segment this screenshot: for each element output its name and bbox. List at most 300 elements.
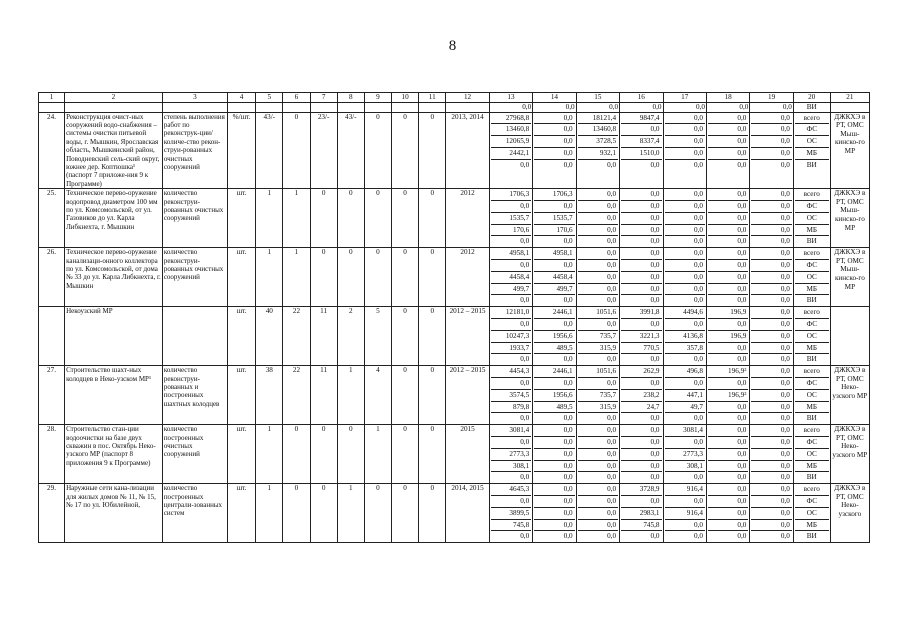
amount-value: 0,0 [650, 160, 660, 169]
row-target-c10: 0 [392, 112, 419, 189]
row-number: 25. [39, 189, 65, 248]
source-label: МБ [795, 520, 829, 532]
amount-value: 0,0 [520, 237, 530, 246]
amount-value: 0,0 [751, 508, 791, 520]
amount-value: 0,0 [621, 496, 661, 508]
amount-value: 2442,1 [491, 148, 531, 160]
amount-column [489, 484, 532, 543]
amount-value: 2773,3 [665, 449, 705, 461]
source-label: всего [795, 366, 829, 378]
amount-column [663, 248, 706, 307]
carry-over-row [39, 103, 870, 113]
amount-column [576, 112, 619, 189]
amount-value: 0,0 [751, 390, 791, 402]
amount-column [706, 248, 749, 307]
amount-value: 0,0 [780, 160, 790, 169]
amount-value: 13460,8 [491, 124, 531, 136]
amount-value: 0,0 [693, 473, 703, 482]
row-target-c5: 38 [256, 366, 283, 425]
row-target-c7: 0 [310, 484, 337, 543]
row-indicator: количество реконструи-рованных и построенных шахтных колодцев [162, 366, 227, 425]
amount-column [620, 366, 663, 425]
amount-value: 2773,3 [491, 449, 531, 461]
amount-value: 1706,3 [491, 189, 531, 201]
source-label: всего [795, 307, 829, 319]
empty-cell [39, 103, 65, 113]
amount-value: 0,0 [534, 378, 574, 390]
row-target-c9: 0 [364, 189, 391, 248]
row-target-c8: 1 [337, 366, 364, 425]
row-description: Техническое перево-оружение водопровод диаметром 100 мм по ул. Комсомольской, от ул. Газовиков до ул. Карла Либкнехта, г. Мышкин [65, 189, 163, 248]
amount-value: 0,0 [650, 473, 660, 482]
amount-value: 0,0 [737, 414, 747, 423]
amount-column [533, 366, 576, 425]
amount-value: 0,0 [578, 189, 618, 201]
amount-value: 0,0 [751, 113, 791, 125]
row-target-c7: 0 [310, 189, 337, 248]
row-target-c10: 0 [392, 307, 419, 366]
amount-value: 0,0 [534, 461, 574, 473]
amount-value: 4958,1 [534, 248, 574, 260]
amount-value: 1535,7 [491, 213, 531, 225]
row-target-c11: 0 [419, 248, 446, 307]
amount-column [489, 307, 532, 366]
amount-value: 0,0 [708, 113, 748, 125]
empty-cell [337, 103, 364, 113]
amount-value: 49,7 [665, 402, 705, 414]
amount-value: 0,0 [665, 272, 705, 284]
amount-value: 0,0 [650, 237, 660, 246]
amount-cell: 0,0 [489, 103, 532, 113]
amount-value: 0,0 [621, 260, 661, 272]
amount-value: 0,0 [708, 148, 748, 160]
amount-column [706, 112, 749, 189]
amount-value: 0,0 [708, 213, 748, 225]
amount-value: 0,0 [520, 355, 530, 364]
row-indicator: количество построенных очистных сооружений [162, 425, 227, 484]
source-column [793, 307, 830, 366]
amount-column [576, 366, 619, 425]
row-target-c9: 0 [364, 248, 391, 307]
amount-value: 0,0 [578, 425, 618, 437]
amount-value: 2983,1 [621, 508, 661, 520]
header-cell: 7 [310, 93, 337, 103]
row-target-c10: 0 [392, 484, 419, 543]
source-label: ОС [795, 272, 829, 284]
amount-value: 0,0 [607, 532, 617, 541]
row-indicator: количество построенных централи-зованных систем [162, 484, 227, 543]
amount-value: 0,0 [578, 201, 618, 213]
amount-column [706, 425, 749, 484]
amount-value: 0,0 [665, 113, 705, 125]
header-cell: 12 [446, 93, 489, 103]
source-label: ВИ [806, 296, 817, 305]
amount-column [663, 112, 706, 189]
amount-value: 0,0 [708, 189, 748, 201]
amount-value: 0,0 [621, 378, 661, 390]
header-cell: 14 [533, 93, 576, 103]
amount-value: 3991,8 [621, 307, 661, 319]
row-target-c11: 0 [419, 425, 446, 484]
row-target-c7: 0 [310, 425, 337, 484]
amount-value: 10247,3 [491, 331, 531, 343]
amount-value: 0,0 [621, 124, 661, 136]
source-label: ВИ [806, 473, 817, 482]
source-column [793, 112, 830, 189]
amount-value: 0,0 [737, 355, 747, 364]
amount-value: 0,0 [621, 437, 661, 449]
amount-column [663, 484, 706, 543]
amount-value: 4494,6 [665, 307, 705, 319]
amount-value: 0,0 [693, 296, 703, 305]
amount-column [663, 425, 706, 484]
amount-column [489, 189, 532, 248]
amount-value: 0,0 [578, 248, 618, 260]
row-unit: шт. [227, 189, 255, 248]
amount-value: 1706,3 [534, 189, 574, 201]
amount-value: 0,0 [751, 402, 791, 414]
amount-value: 0,0 [607, 473, 617, 482]
empty-cell [65, 103, 163, 113]
amount-value: 0,0 [665, 260, 705, 272]
amount-cell: 0,0 [533, 103, 576, 113]
amount-column [620, 307, 663, 366]
header-cell: 2 [65, 93, 163, 103]
amount-value: 0,0 [737, 473, 747, 482]
source-label: МБ [795, 461, 829, 473]
amount-value: 0,0 [708, 319, 748, 331]
amount-value: 13460,8 [578, 124, 618, 136]
amount-value: 0,0 [607, 237, 617, 246]
amount-value: 4136,8 [665, 331, 705, 343]
row-target-c10: 0 [392, 248, 419, 307]
amount-value: 0,0 [578, 319, 618, 331]
amount-value: 0,0 [751, 272, 791, 284]
row-target-c8: 2 [337, 307, 364, 366]
amount-value: 0,0 [665, 520, 705, 532]
page-number: 8 [448, 38, 457, 54]
amount-value: 0,0 [751, 378, 791, 390]
amount-value: 315,9 [578, 343, 618, 355]
amount-value: 1933,7 [491, 343, 531, 355]
amount-value: 0,0 [751, 461, 791, 473]
amount-column [533, 189, 576, 248]
amount-value: 3081,4 [665, 425, 705, 437]
amount-column [750, 248, 793, 307]
amount-value: 0,0 [578, 461, 618, 473]
amount-value: 735,7 [578, 390, 618, 402]
amount-column [620, 425, 663, 484]
amount-value: 770,5 [621, 343, 661, 355]
header-cell: 15 [576, 93, 619, 103]
amount-value: 0,0 [621, 461, 661, 473]
amount-value: 0,0 [708, 402, 748, 414]
amount-value: 9847,4 [621, 113, 661, 125]
amount-value: 0,0 [708, 343, 748, 355]
amount-value: 0,0 [534, 449, 574, 461]
header-cell: 11 [419, 93, 446, 103]
row-target-c9: 1 [364, 425, 391, 484]
empty-cell [446, 103, 489, 113]
row-unit: %/шт. [227, 112, 255, 189]
amount-value: 0,0 [520, 414, 530, 423]
header-cell: 6 [283, 93, 310, 103]
amount-value: 0,0 [751, 248, 791, 260]
amount-value: 932,1 [578, 148, 618, 160]
amount-value: 3899,5 [491, 508, 531, 520]
amount-value: 0,0 [607, 160, 617, 169]
row-years: 2012 [446, 248, 489, 307]
amount-value: 3221,3 [621, 331, 661, 343]
amount-value: 489,5 [534, 343, 574, 355]
header-cell: 8 [337, 93, 364, 103]
source-label: ФС [795, 496, 829, 508]
amount-value: 0,0 [534, 496, 574, 508]
row-target-c8: 0 [337, 189, 364, 248]
amount-value: 0,0 [534, 437, 574, 449]
amount-value: 0,0 [751, 366, 791, 378]
amount-value: 489,5 [534, 402, 574, 414]
amount-value: 12181,0 [491, 307, 531, 319]
amount-column [706, 307, 749, 366]
amount-value: 0,0 [708, 508, 748, 520]
empty-cell [364, 103, 391, 113]
amount-value: 170,6 [534, 225, 574, 237]
amount-value: 0,0 [491, 319, 531, 331]
amount-value: 0,0 [578, 213, 618, 225]
source-column [793, 425, 830, 484]
amount-value: 0,0 [621, 213, 661, 225]
amount-value: 0,0 [578, 496, 618, 508]
amount-value: 0,0 [578, 378, 618, 390]
amount-value: 0,0 [737, 237, 747, 246]
amount-value: 1510,0 [621, 148, 661, 160]
source-label: ФС [795, 437, 829, 449]
header-cell: 1 [39, 93, 65, 103]
row-years: 2013, 2014 [446, 112, 489, 189]
amount-value: 357,8 [665, 343, 705, 355]
amount-value: 0,0 [621, 425, 661, 437]
table-row [39, 189, 870, 248]
source-label: всего [795, 425, 829, 437]
amount-value: 0,0 [665, 378, 705, 390]
header-cell: 20 [793, 93, 830, 103]
amount-value: 0,0 [621, 449, 661, 461]
amount-value: 262,9 [621, 366, 661, 378]
source-label: всего [795, 248, 829, 260]
amount-value: 0,0 [534, 425, 574, 437]
table-row [39, 307, 870, 366]
row-target-c11: 0 [419, 307, 446, 366]
amount-column [576, 484, 619, 543]
amount-value: 0,0 [665, 319, 705, 331]
amount-value: 3728,5 [578, 136, 618, 148]
amount-cell: 0,0 [576, 103, 619, 113]
source-label: МБ [795, 343, 829, 355]
row-target-c8: 43/- [337, 112, 364, 189]
amount-value: 0,0 [563, 355, 573, 364]
row-target-c7: 11 [310, 366, 337, 425]
amount-value: 0,0 [607, 414, 617, 423]
amount-value: 0,0 [665, 496, 705, 508]
header-cell: 5 [256, 93, 283, 103]
row-target-c6: 1 [283, 189, 310, 248]
amount-value: 0,0 [578, 508, 618, 520]
row-number: 29. [39, 484, 65, 543]
amount-value: 0,0 [607, 296, 617, 305]
amount-value: 0,0 [737, 532, 747, 541]
amount-value: 0,0 [708, 284, 748, 296]
amount-column [620, 112, 663, 189]
row-executor [830, 307, 869, 366]
amount-value: 0,0 [693, 414, 703, 423]
amount-value: 0,0 [751, 201, 791, 213]
source-column [793, 189, 830, 248]
amount-value: 0,0 [751, 213, 791, 225]
amount-column [750, 425, 793, 484]
amount-value: 735,7 [578, 331, 618, 343]
row-target-c6: 22 [283, 307, 310, 366]
row-target-c5: 1 [256, 425, 283, 484]
amount-value: 0,0 [621, 284, 661, 296]
amount-value: 0,0 [665, 284, 705, 296]
amount-value: 1051,6 [578, 366, 618, 378]
row-target-c6: 0 [283, 425, 310, 484]
amount-value: 2446,1 [534, 366, 574, 378]
amount-column [620, 248, 663, 307]
row-executor: ДЖКХЭ в РТ, ОМС Мыш-кинско-го МР [830, 248, 869, 307]
amount-value: 0,0 [737, 296, 747, 305]
amount-value: 0,0 [708, 136, 748, 148]
header-cell: 3 [162, 93, 227, 103]
amount-column [533, 112, 576, 189]
source-label: всего [795, 484, 829, 496]
amount-value: 0,0 [491, 496, 531, 508]
row-target-c10: 0 [392, 189, 419, 248]
amount-value: 0,0 [708, 496, 748, 508]
amount-value: 0,0 [520, 160, 530, 169]
amount-value: 1956,6 [534, 390, 574, 402]
amount-value: 238,2 [621, 390, 661, 402]
source-label: ОС [795, 331, 829, 343]
amount-value: 0,0 [708, 437, 748, 449]
amount-value: 0,0 [780, 296, 790, 305]
amount-cell: 0,0 [750, 103, 793, 113]
amount-value: 0,0 [578, 520, 618, 532]
row-unit: шт. [227, 248, 255, 307]
source-label: ОС [795, 508, 829, 520]
amount-value: 12065,9 [491, 136, 531, 148]
amount-value: 0,0 [650, 296, 660, 305]
amount-value: 0,0 [621, 248, 661, 260]
row-unit: шт. [227, 484, 255, 543]
amount-value: 0,0 [534, 319, 574, 331]
source-label: ФС [795, 319, 829, 331]
amount-value: 0,0 [578, 260, 618, 272]
row-target-c7: 0 [310, 248, 337, 307]
row-executor: ДЖКХЭ в РТ, ОМС Неко-узского [830, 484, 869, 543]
amount-cell: 0,0 [706, 103, 749, 113]
amount-value: 0,0 [534, 508, 574, 520]
empty-cell [419, 103, 446, 113]
amount-value: 0,0 [708, 520, 748, 532]
row-target-c7: 11 [310, 307, 337, 366]
amount-column [663, 366, 706, 425]
source-label: ВИ [806, 532, 817, 541]
row-target-c10: 0 [392, 366, 419, 425]
amount-column [620, 484, 663, 543]
row-years: 2012 – 2015 [446, 307, 489, 366]
amount-value: 1051,6 [578, 307, 618, 319]
header-cell: 9 [364, 93, 391, 103]
amount-value: 0,0 [693, 237, 703, 246]
amount-value: 0,0 [665, 201, 705, 213]
row-indicator: степень выполнения работ по реконструк-ции/ количе-ство рекон-струи-рованных очистных сооружений [162, 112, 227, 189]
amount-value: 0,0 [751, 260, 791, 272]
amount-value: 0,0 [708, 225, 748, 237]
source-column [793, 366, 830, 425]
amount-column [576, 248, 619, 307]
amount-value: 0,0 [708, 425, 748, 437]
row-target-c6: 0 [283, 484, 310, 543]
table-row [39, 248, 870, 307]
amount-value: 0,0 [737, 160, 747, 169]
source-label: ОС [795, 390, 829, 402]
amount-column [750, 189, 793, 248]
source-label: всего [795, 113, 829, 125]
amount-value: 0,0 [534, 136, 574, 148]
table-row [39, 112, 870, 189]
amount-value: 0,0 [491, 378, 531, 390]
row-number: 24. [39, 112, 65, 189]
amount-value: 0,0 [665, 189, 705, 201]
amount-value: 0,0 [534, 201, 574, 213]
amount-value: 0,0 [751, 343, 791, 355]
amount-value: 0,0 [607, 355, 617, 364]
row-target-c10: 0 [392, 425, 419, 484]
amount-value: 0,0 [578, 225, 618, 237]
row-target-c5: 1 [256, 248, 283, 307]
amount-column [576, 425, 619, 484]
row-target-c11: 0 [419, 366, 446, 425]
empty-cell [283, 103, 310, 113]
source-label: ОС [795, 213, 829, 225]
row-target-c6: 22 [283, 366, 310, 425]
amount-value: 0,0 [751, 331, 791, 343]
row-indicator: количество реконструи-рованных очистных сооружений [162, 189, 227, 248]
amount-column [576, 307, 619, 366]
amount-value: 4958,1 [491, 248, 531, 260]
amount-value: 0,0 [534, 124, 574, 136]
row-target-c9: 5 [364, 307, 391, 366]
amount-value: 0,0 [563, 473, 573, 482]
amount-column [750, 366, 793, 425]
empty-cell [162, 103, 227, 113]
amount-value: 0,0 [520, 532, 530, 541]
row-target-c6: 0 [283, 112, 310, 189]
header-cell: 4 [227, 93, 255, 103]
amount-column [533, 248, 576, 307]
empty-cell [227, 103, 255, 113]
amount-column [663, 189, 706, 248]
empty-cell [830, 103, 869, 113]
amount-value: 196,9² [708, 366, 748, 378]
header-cell: 18 [706, 93, 749, 103]
amount-value: 0,0 [621, 225, 661, 237]
row-target-c8: 1 [337, 484, 364, 543]
source-label: ВИ [806, 414, 817, 423]
amount-value: 0,0 [578, 437, 618, 449]
